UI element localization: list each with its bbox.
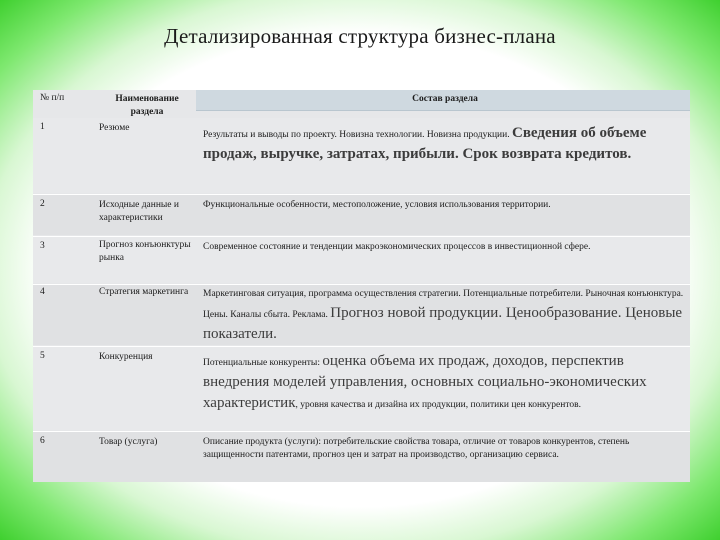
row-num: 3 bbox=[40, 241, 45, 251]
row-content: Описание продукта (услуги): потребительские свойства товара, отличие от товаров конкурентов, степень защищенности патентами, прогноз цен и затрат на производство, организацию сервиса. bbox=[203, 437, 630, 460]
row-content-small: Потенциальные конкуренты: bbox=[203, 358, 320, 368]
table-header-row bbox=[33, 93, 690, 117]
row-content-small-post: , уровня качества и дизайна их продукции, политики цен конкурентов. bbox=[295, 400, 581, 410]
header-content: Состав раздела bbox=[412, 94, 478, 104]
row-content: Функциональные особенности, местоположение, условия использования территории. bbox=[203, 200, 551, 210]
table-row bbox=[33, 285, 690, 345]
row-content-emphasis: Прогноз новой продукции. Ценообразование. Ценовые показатели. bbox=[203, 305, 683, 342]
row-name: Стратегия маркетинга bbox=[99, 287, 189, 297]
row-name: Резюме bbox=[99, 123, 130, 133]
page-title: Детализированная структура бизнес-плана bbox=[164, 24, 556, 48]
table-row bbox=[33, 432, 690, 482]
row-content bbox=[203, 351, 687, 414]
row-num: 4 bbox=[40, 287, 45, 297]
header-num: № п/п bbox=[40, 93, 65, 103]
row-num: 1 bbox=[40, 122, 45, 132]
table-row bbox=[33, 237, 690, 283]
row-name: Товар (услуга) bbox=[99, 437, 158, 447]
table-row bbox=[33, 118, 690, 193]
row-content bbox=[203, 123, 687, 165]
row-content-small: Результаты и выводы по проекту. Новизна технологии. Новизна продукции. bbox=[203, 130, 510, 140]
row-content-emphasis: Сведения об объеме продаж, выручке, затратах, прибыли. Срок возврата кредитов. bbox=[203, 125, 647, 162]
row-name: Прогноз конъюнктуры рынка bbox=[99, 240, 191, 263]
row-content-emphasis: оценка объема их продаж, доходов, перспектив внедрения моделей управления, основных социально-экономических характеристик bbox=[203, 353, 647, 411]
row-content bbox=[203, 286, 687, 345]
row-num: 6 bbox=[40, 436, 45, 446]
row-content-small: Маркетинговая ситуация, программа осуществления стратегии. Потенциальные потребители. Рыночная конъюнктура. Цены. Каналы сбыта. Реклама. bbox=[203, 289, 684, 320]
business-plan-table bbox=[33, 90, 690, 482]
row-name: Исходные данные и характеристики bbox=[99, 200, 179, 223]
row-content: Современное состояние и тенденции макроэкономических процессов в инвестиционной сфере. bbox=[203, 242, 591, 252]
row-name: Конкуренция bbox=[99, 352, 153, 362]
table-row bbox=[33, 347, 690, 430]
header-name: Наименование раздела bbox=[115, 94, 179, 117]
row-num: 2 bbox=[40, 199, 45, 209]
row-num: 5 bbox=[40, 351, 45, 361]
table-row bbox=[33, 195, 690, 235]
